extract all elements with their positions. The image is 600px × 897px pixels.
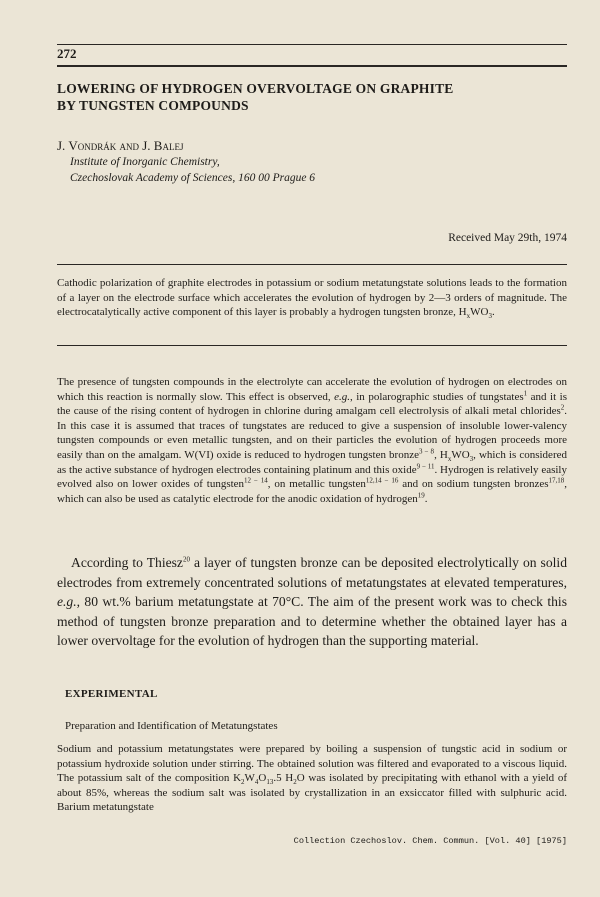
authors xyxy=(57,138,183,154)
citation-ref: 17,18 xyxy=(548,476,565,485)
received-date: Received May 29th, 1974 xyxy=(448,232,567,244)
citation-ref: 2 xyxy=(560,403,565,412)
author-name: J. Vondrák xyxy=(57,138,117,153)
main-paragraph: According to Thiesz$^{20}$ a layer of tungsten bronze can be deposited electrolytically on solid electrodes from extremely concentrated solutions of metatungstates at elevated temperatures, e.g., 80 wt.% barium metatungstate at 70°C. The aim of the present work was to check this method of tungsten bronze preparation and to determine whether the obtained layer has a lower overvoltage for the evolution of hydrogen than the supporting material. xyxy=(57,555,567,649)
abstract-bottom-rule xyxy=(57,345,567,346)
citation-ref: 20 xyxy=(182,555,190,564)
top-rule xyxy=(57,44,567,45)
author-name: J. Balej xyxy=(142,138,184,153)
citation-ref: 12,14 − 16 xyxy=(365,476,399,485)
author-separator: and xyxy=(116,138,143,153)
affiliation-line: Institute of Inorganic Chemistry, xyxy=(70,156,220,168)
page-number: 272 xyxy=(57,46,77,61)
article-title xyxy=(57,80,453,114)
subsection-heading: Preparation and Identification of Metatungstates xyxy=(65,720,278,732)
citation-ref: 9 − 11 xyxy=(416,461,435,470)
title-line: LOWERING OF HYDROGEN OVERVOLTAGE ON GRAPHITE xyxy=(57,81,454,96)
experimental-paragraph: Sodium and potassium metatungstates were prepared by boiling a suspension of tungstic acid in sodium or potassium hydroxide solution under stirring. The obtained solution was filtered and evaporated to a viscous liquid. The potassium salt of the composition $K_2W_4O_{13}.5$ $H_2O$ was isolated by precipitating with ethanol with a yield of about 85%, whereas the sodium salt was isolated by crystallization in an exsiccator filled with sulphuric acid. Barium metatungstate xyxy=(57,743,567,814)
intro-paragraph: The presence of tungsten compounds in the electrolyte can accelerate the evolution of hydrogen on electrodes on which this reaction is normally slow. This effect is observed, e.g., in polarographic studies of tungstates$^1$ and it is the cause of the rising content of hydrogen in chlorine during amalgam cell electrolysis of alkali metal chlorides$^2$. In this case it is assumed that traces of tungstates are reduced to give a suspension of insoluble lower-valency tungsten compounds or even metallic tungsten, and on their particles the evolution of hydrogen proceeds more easily than on the amalgam. W(VI) oxide is reduced to hydrogen tungsten bronze$^{3 - 8}$, $H_xWO_3$, which is considered as the active substance of hydrogen electrodes containing platinum and this oxide$^{9 - 11}$. Hydrogen is relatively easily evolved also on lower oxides of tungsten$^{12 - 14}$, on metallic tungsten$^{12,14 - 16}$ and on sodium tungsten bronzes$^{17,18}$, which can also be used as catalytic electrode for the anodic oxidation of hydrogen$^{19}$. xyxy=(57,376,568,505)
abstract-top-rule xyxy=(57,264,567,265)
citation-ref: 1 xyxy=(523,388,528,397)
affiliation-line: Czechoslovak Academy of Sciences, 160 00 Prague 6 xyxy=(70,172,316,184)
citation-ref: 3 − 8 xyxy=(418,447,435,456)
header-rule xyxy=(57,65,567,67)
abstract: Cathodic polarization of graphite electrodes in potassium or sodium metatungstate solutions leads to the formation of a layer on the electrode surface which accelerates the evolution of hydrogen by 2—3 orders of magnitude. The electrocatalytically active component of this layer is probably a hydrogen tungsten bronze, $H_xWO_3$. xyxy=(57,277,567,321)
affiliation xyxy=(70,154,315,186)
citation-ref: 12 − 14 xyxy=(244,476,268,485)
footer-citation: Collection Czechoslov. Chem. Commun. [Vol. 40] [1975] xyxy=(293,836,567,846)
citation-ref: 19 xyxy=(417,491,425,500)
title-line: BY TUNGSTEN COMPOUNDS xyxy=(57,98,249,113)
section-heading: EXPERIMENTAL xyxy=(65,688,158,700)
